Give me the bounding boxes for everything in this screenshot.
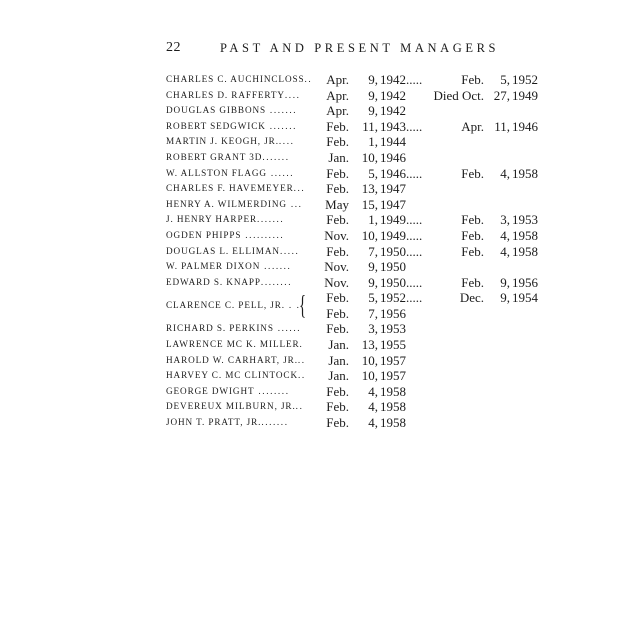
table-row [166,259,546,275]
table-row [166,384,546,400]
table-row [166,244,546,260]
start-year: 1958 [380,414,406,430]
end-day: 3, [500,212,510,228]
start-day: 10, [361,149,378,165]
start-day: 10, [361,368,378,384]
manager-name: ROBERT GRANT 3D....... [166,151,290,162]
start-month: Feb. [326,165,349,181]
start-year: 1942 [380,103,406,119]
page-header [166,40,526,60]
dot-leaders: .. [298,370,306,381]
start-month: Nov. [324,227,349,243]
dot-leaders: ....... [260,261,292,272]
start-month: Feb. [326,321,349,337]
start-year: 1942 [380,87,406,103]
start-day: 10, [361,352,378,368]
manager-name: W. PALMER DIXON ....... [166,261,292,272]
start-month: Jan. [328,149,349,165]
start-month: Apr. [326,103,349,119]
start-day: 9, [368,87,378,103]
start-month: Feb. [326,212,349,228]
brace-glyph: { [299,290,307,321]
table-row [166,103,546,119]
end-day: 4, [500,227,510,243]
manager-name: GEORGE DWIGHT ........ [166,385,290,396]
end-year: 1949 [512,87,538,103]
manager-name: CHARLES F. HAVEMEYER... [166,183,306,194]
start-year: 1957 [380,352,406,368]
start-year: 1947 [380,181,406,197]
table-row [166,353,546,369]
table-row [166,134,546,150]
table-row [166,166,546,182]
table-row [166,88,546,104]
start-year: 1955 [380,336,406,352]
start-month: Feb. [326,290,349,306]
end-day: 9, [500,290,510,306]
dot-leaders: ... [293,183,306,194]
manager-name: CHARLES C. AUCHINCLOSS.. [166,74,313,84]
end-year: 1958 [512,227,538,243]
manager-name: MARTIN J. KEOGH, JR..... [166,136,295,147]
table-row [166,337,546,353]
end-month: Feb. [461,212,484,228]
table-row [166,150,546,166]
start-month: Feb. [326,118,349,134]
end-year: 1952 [512,72,538,87]
dot-leaders: ....... [257,214,285,225]
start-month: Apr. [326,87,349,103]
start-day: 10, [361,227,378,243]
table-row [166,119,546,135]
start-day: 13, [361,181,378,197]
dot-leaders: ....... [261,416,289,427]
end-year: 1958 [512,165,538,181]
manager-name: RICHARD S. PERKINS ...... [166,323,302,334]
dot-leaders: ....... [265,120,297,131]
dot-leaders: ... [286,198,303,209]
start-month: May [325,196,349,212]
start-month: Feb. [326,181,349,197]
manager-name: W. ALLSTON FLAGG ...... [166,167,295,178]
table-row [166,72,546,88]
start-year: 1950..... [380,243,423,259]
table-row-multi-term [166,290,546,321]
dot-leaders: .. [304,74,313,84]
manager-name: JOHN T. PRATT, JR........ [166,416,289,427]
start-year: 1946 [380,149,406,165]
end-year: 1954 [512,290,538,306]
start-year: 1950..... [380,274,423,290]
table-row [166,228,546,244]
manager-name: HAROLD W. CARHART, JR... [166,354,306,365]
start-year: 1949..... [380,212,423,228]
end-month: Dec. [459,290,484,306]
end-month: Feb. [461,274,484,290]
dot-leaders: ...... [273,323,302,334]
end-month: Feb. [461,72,484,87]
manager-name: DOUGLAS GIBBONS ....... [166,105,298,116]
end-month: Died Oct. [433,87,484,103]
start-year: 1953 [380,321,406,337]
dot-leaders: .. [295,401,304,412]
start-month: Jan. [328,368,349,384]
start-month: Feb. [326,134,349,150]
end-day: 4, [500,243,510,259]
end-month: Apr. [461,118,484,134]
dot-leaders: ........ [254,385,290,396]
start-month: Jan. [328,352,349,368]
start-day: 9, [368,103,378,119]
dot-leaders: ....... [266,105,298,116]
manager-name: DOUGLAS L. ELLIMAN..... [166,245,300,256]
start-day: 11, [362,118,378,134]
start-year: 1950 [380,259,406,275]
start-year: 1952..... [380,290,423,306]
start-year: 1958 [380,383,406,399]
end-day: 11, [494,118,510,134]
dot-leaders: .......... [241,229,285,240]
end-day: 9, [500,274,510,290]
start-month: Nov. [324,274,349,290]
dot-leaders: ...... [266,167,295,178]
dot-leaders: ..... [279,245,300,256]
dot-leaders: . . [284,300,301,311]
managers-list [166,72,546,430]
start-day: 9, [368,259,378,275]
start-month: Feb. [326,399,349,415]
end-year: 1946 [512,118,538,134]
table-row [166,321,546,337]
table-row [166,368,546,384]
start-day: 4, [368,399,378,415]
running-title: PAST AND PRESENT MANAGERS [220,41,500,55]
table-row [166,275,546,291]
manager-name: HENRY A. WILMERDING ... [166,198,303,209]
end-month: Feb. [461,165,484,181]
end-year: 1953 [512,212,538,228]
start-day: 13, [361,336,378,352]
dot-leaders: .... [278,136,295,147]
manager-name: LAWRENCE MC K. MILLER. [166,338,304,349]
manager-name: HARVEY C. MC CLINTOCK.. [166,370,306,381]
table-row [166,212,546,228]
table-row [166,181,546,197]
start-month: Nov. [324,259,349,275]
start-day: 7, [368,243,378,259]
start-year: 1947 [380,196,406,212]
start-day-2: 7, [368,305,378,321]
start-day: 1, [368,134,378,150]
manager-name: EDWARD S. KNAPP........ [166,276,293,287]
start-day: 15, [361,196,378,212]
start-year: 1958 [380,399,406,415]
start-year: 1946..... [380,165,423,181]
start-day: 9, [368,274,378,290]
end-year: 1956 [512,274,538,290]
start-month-2: Feb. [326,305,349,321]
end-day: 27, [493,87,510,103]
start-month: Feb. [326,414,349,430]
manager-name: OGDEN PHIPPS .......... [166,229,285,240]
dot-leaders: ....... [262,151,290,162]
dot-leaders: .... [284,89,301,100]
table-row [166,399,546,415]
start-year: 1957 [380,368,406,384]
start-month: Jan. [328,336,349,352]
end-day: 5, [500,72,510,87]
table-row [166,415,546,431]
manager-name: DEVEREUX MILBURN, JR... [166,401,304,412]
dot-leaders: .. [297,354,306,365]
start-month: Feb. [326,383,349,399]
manager-name: CLARENCE C. PELL, JR. . . [166,300,301,311]
page-number: 22 [166,40,181,55]
end-month: Feb. [461,243,484,259]
end-year: 1958 [512,243,538,259]
dot-leaders: . [299,338,304,349]
manager-name: CHARLES D. RAFFERTY.... [166,89,301,100]
manager-name: ROBERT SEDGWICK ....... [166,120,297,131]
end-day: 4, [500,165,510,181]
start-year: 1942..... [380,72,423,87]
start-month: Apr. [326,72,349,87]
start-year: 1949..... [380,227,423,243]
start-year: 1943..... [380,118,423,134]
dot-leaders: ........ [260,276,293,287]
start-day: 5, [368,290,378,306]
start-day: 1, [368,212,378,228]
start-day: 9, [368,72,378,87]
start-year: 1944 [380,134,406,150]
manager-name: J. HENRY HARPER....... [166,214,285,225]
start-day: 4, [368,414,378,430]
start-day: 5, [368,165,378,181]
start-year-2: 1956 [380,305,406,321]
start-day: 4, [368,383,378,399]
table-row [166,197,546,213]
start-month: Feb. [326,243,349,259]
end-month: Feb. [461,227,484,243]
start-day: 3, [368,321,378,337]
